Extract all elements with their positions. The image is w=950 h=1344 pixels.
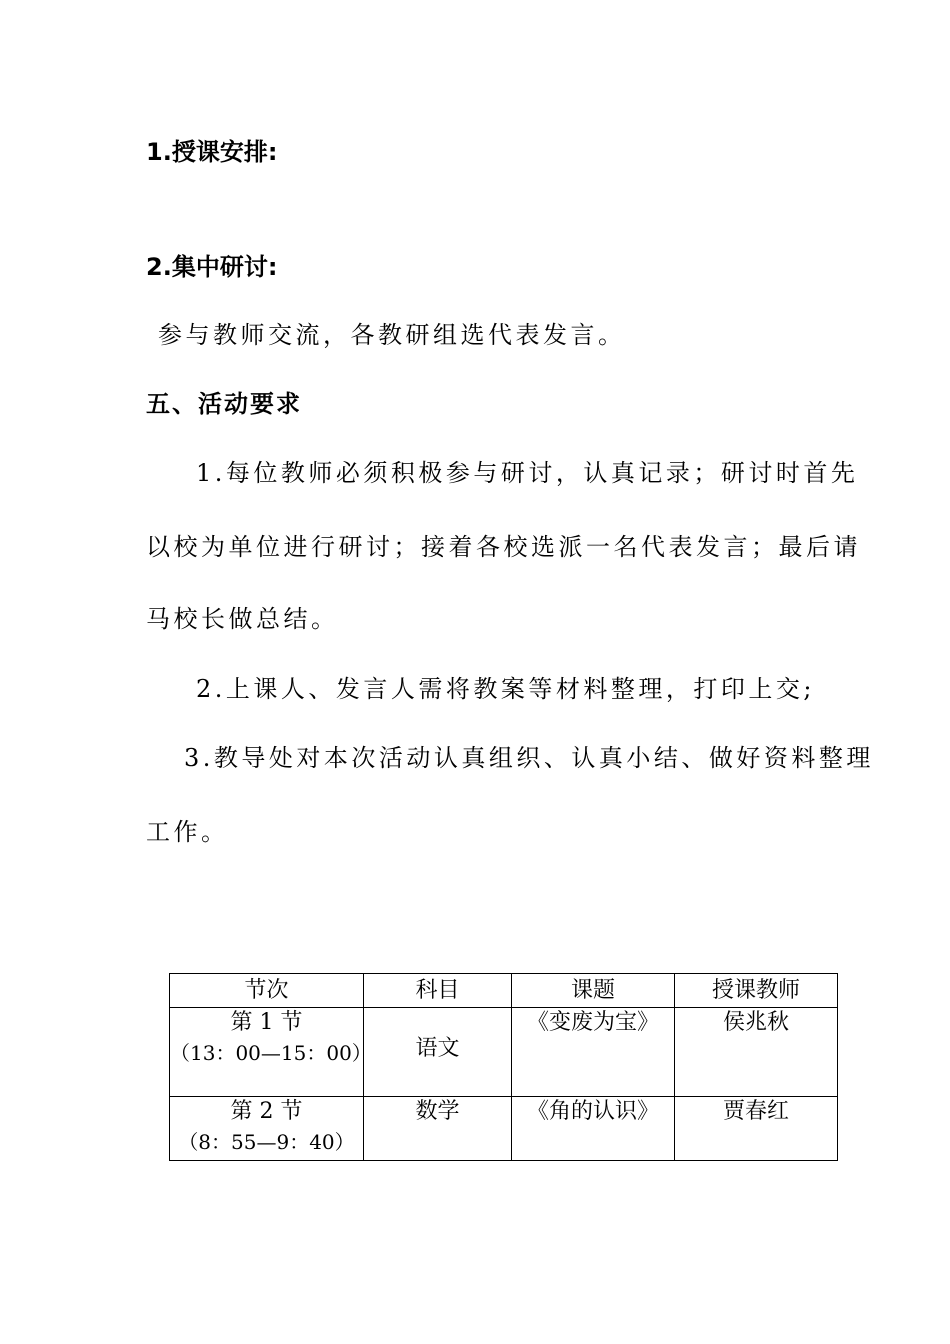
cell-teacher: 贾春红 — [675, 1097, 838, 1161]
cell-topic: 《变废为宝》 — [512, 1008, 675, 1097]
schedule-table — [169, 973, 838, 1161]
period-label: 第 1 节 — [230, 1010, 303, 1035]
cell-subject: 数学 — [364, 1097, 512, 1161]
header-period: 节次 — [170, 974, 364, 1008]
requirement-1-line-2: 以校为单位进行研讨；接着各校选派一名代表发言；最后请 — [146, 533, 861, 561]
period-time: （13：00—15：00） — [170, 1041, 372, 1065]
cell-period — [170, 1097, 364, 1161]
header-teacher: 授课教师 — [675, 974, 838, 1008]
header-subject: 科目 — [364, 974, 512, 1008]
heading-group-discussion: 2.集中研讨: — [146, 253, 278, 281]
cell-topic: 《角的认识》 — [512, 1097, 675, 1161]
requirement-3-line-2: 工作。 — [146, 818, 229, 846]
period-label: 第 2 节 — [230, 1099, 303, 1124]
cell-teacher: 侯兆秋 — [675, 1008, 838, 1097]
requirement-1-line-1: 1.每位教师必须积极参与研讨，认真记录；研讨时首先 — [196, 459, 859, 487]
cell-period — [170, 1008, 372, 1097]
table-row — [170, 1097, 838, 1161]
cell-subject — [364, 1008, 512, 1097]
discussion-text: 参与教师交流，各教研组选代表发言。 — [158, 321, 626, 349]
table-header-row — [170, 974, 838, 1008]
period-time: （8：55—9：40） — [178, 1130, 355, 1154]
requirement-1-line-3: 马校长做总结。 — [146, 605, 339, 633]
subject-label: 语文 — [415, 1036, 460, 1061]
heading-activity-requirements: 五、活动要求 — [146, 390, 302, 418]
requirement-2: 2.上课人、发言人需将教案等材料整理，打印上交; — [196, 675, 815, 703]
table-row — [170, 1008, 838, 1097]
requirement-3-line-1: 3.教导处对本次活动认真组织、认真小结、做好资料整理 — [184, 744, 874, 772]
header-topic: 课题 — [512, 974, 675, 1008]
heading-teaching-arrangement: 1.授课安排: — [146, 138, 278, 166]
